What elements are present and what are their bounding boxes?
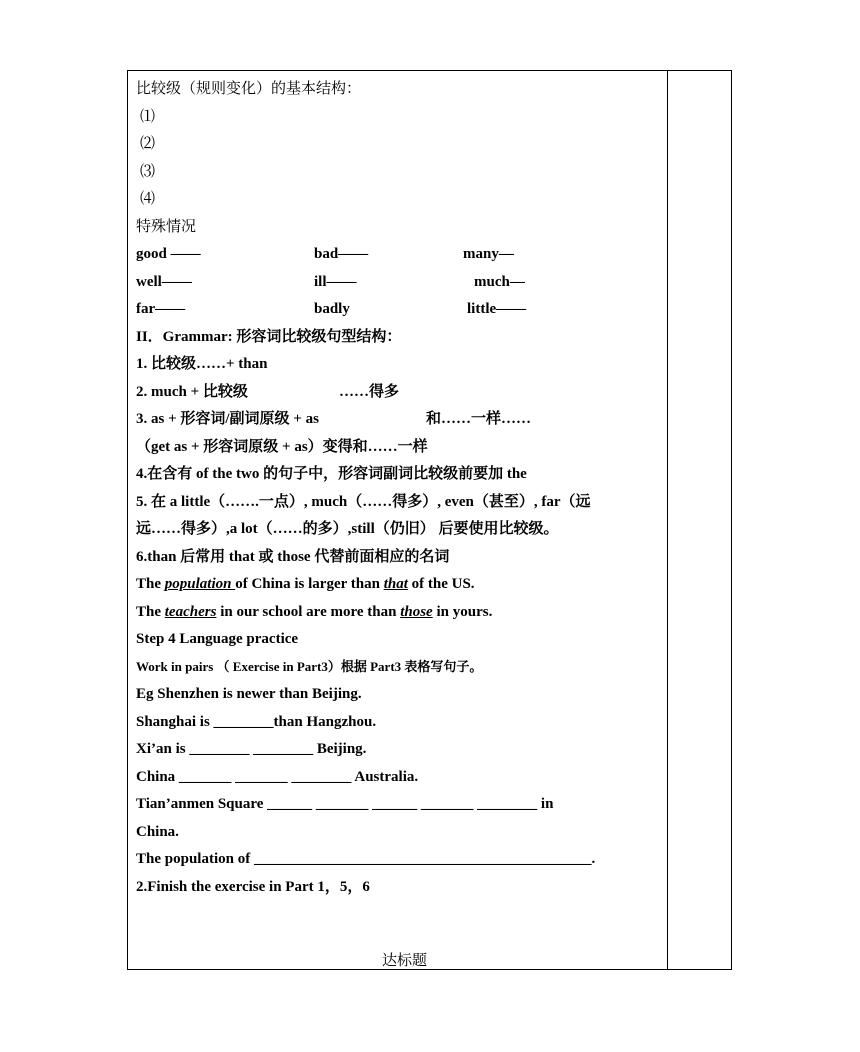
item-4: ⑷ [140,191,156,207]
example-text: in yours. [432,604,493,620]
rule-2-meaning: ……得多 [339,384,400,400]
example-sentence [136,602,492,622]
irregular-word: well—— [136,274,192,290]
exercise-line: Tian’anmen Square ______ _______ ______ _______ ________ in [136,796,554,812]
rule-3-meaning: 和……一样…… [426,411,532,427]
underlined-word: those [400,604,433,620]
irregular-word: many— [463,246,514,262]
rule-5-cont: 远……得多）,a lot（……的多）,still（仍旧） 后要使用比较级。 [136,521,559,537]
example-text: The [136,604,165,620]
exercise-line: China. [136,824,179,840]
rule-5: 5. 在 a little（…….一点）, much（……得多）, even（甚至）, far（远 [136,494,591,510]
irregular-word: ill—— [314,274,357,290]
finish-instruction: 2.Finish the exercise in Part 1，5，6 [136,879,370,895]
pairs-instruction: Work in pairs （ Exercise in Part3）根据 Part3 表格写句子。 [136,659,483,674]
irregular-word: little—— [467,301,527,317]
exercise-line: Xi’an is ________ ________ Beijing. [136,741,367,757]
exercise-line: Shanghai is ________than Hangzhou. [136,714,377,730]
item-3: ⑶ [140,164,156,180]
underlined-word: population [164,576,236,592]
rule-6: 6.than 后常用 that 或 those 代替前面相应的名词 [136,549,450,565]
rule-3-text: 3. as + 形容词/副词原级 + as [136,411,319,427]
column-divider [667,71,668,969]
example-text: The [136,576,165,592]
example-sentence [136,574,475,594]
document-table [127,70,732,970]
rule-4: 4.在含有 of the two 的句子中，形容词副词比较级前要加 the [136,466,527,482]
underlined-word: that [383,576,408,592]
exercise-line: China _______ _______ ________ Australia. [136,769,419,785]
rule-1: 1. 比较级……+ than [136,356,268,372]
example-eg: Eg Shenzhen is newer than Beijing. [136,686,362,702]
rule-2-text: 2. much + 比较级 [136,384,248,400]
underlined-word: teachers [164,604,217,620]
exercise-line: The population of _____________________________________________. [136,851,596,867]
special-heading: 特殊情况 [136,219,197,235]
example-text: of China is larger than [235,576,384,592]
item-2: ⑵ [140,136,156,152]
example-text: of the US. [407,576,475,592]
rule-3-get: （get as + 形容词原级 + as）变得和……一样 [136,439,428,455]
grammar-heading: II．Grammar: 形容词比较级句型结构： [136,329,402,345]
irregular-word: far—— [136,301,186,317]
irregular-word: badly [314,301,350,317]
structure-title: 比较级（规则变化）的基本结构： [136,81,362,97]
irregular-word: much— [474,274,525,290]
section-footer: 达标题 [382,953,428,969]
example-text: in our school are more than [216,604,401,620]
step-heading: Step 4 Language practice [136,631,299,647]
item-1: ⑴ [140,109,156,125]
irregular-word: good —— [136,246,201,262]
irregular-word: bad—— [314,246,369,262]
